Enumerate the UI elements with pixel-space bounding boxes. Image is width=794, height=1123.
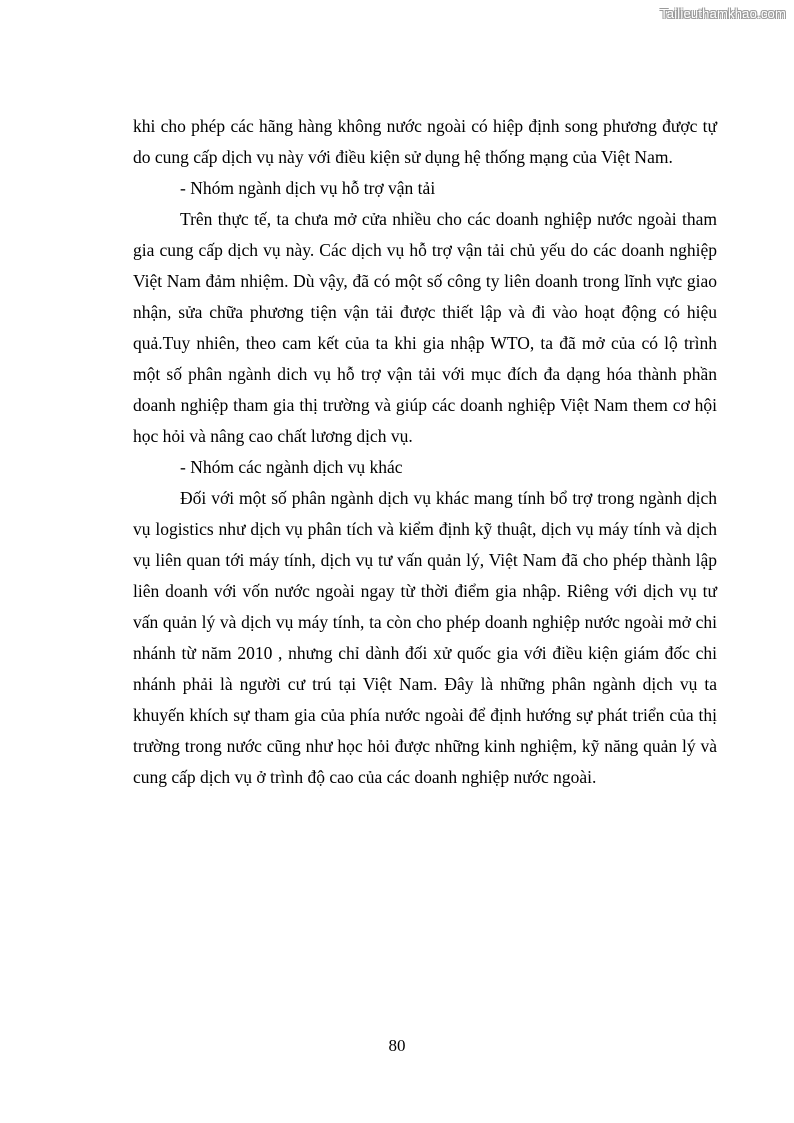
page-number: 80 — [388, 1036, 406, 1055]
section-heading-other-services: - Nhóm các ngành dịch vụ khác — [180, 457, 403, 477]
section-heading-transport-support: - Nhóm ngành dịch vụ hỗ trợ vận tải — [180, 178, 436, 198]
document-body — [133, 111, 717, 793]
paragraph-other-services: Đối với một số phân ngành dịch vụ khác mang tính bổ trợ trong ngành dịch vụ logistics như dịch vụ phân tích và kiểm định kỹ thuật, dịch vụ máy tính và dịch vụ liên quan tới máy tính, dịch vụ tư vấn quản lý, Việt Nam đã cho phép thành lập liên doanh với vốn nước ngoài ngay từ thời điểm gia nhập. Riêng với dịch vụ tư vấn quản lý và dịch vụ máy tính, ta còn cho phép doanh nghiệp nước ngoài mở chi nhánh từ năm 2010 , nhưng chỉ dành đối xử quốc gia với điều kiện giám đốc chi nhánh phải là người cư trú tại Việt Nam. Đây là những phân ngành dịch vụ ta khuyến khích sự tham gia của phía nước ngoài để định hướng sự phát triển của thị trường trong nước cũng như học hỏi được những kinh nghiệm, kỹ năng quản lý và cung cấp dịch vụ ở trình độ cao của các doanh nghiệp nước ngoài. — [133, 488, 717, 787]
paragraph-continuation: khi cho phép các hãng hàng không nước ngoài có hiệp định song phương được tự do cung cấp dịch vụ này với điều kiện sử dụng hệ thống mạng của Việt Nam. — [133, 116, 717, 167]
paragraph-transport-support: Trên thực tế, ta chưa mở cửa nhiều cho các doanh nghiệp nước ngoài tham gia cung cấp dịch vụ này. Các dịch vụ hỗ trợ vận tải chủ yếu do các doanh nghiệp Việt Nam đảm nhiệm. Dù vậy, đã có một số công ty liên doanh trong lĩnh vực giao nhận, sửa chữa phương tiện vận tải được thiết lập và đi vào hoạt động có hiệu quả.Tuy nhiên, theo cam kết của ta khi gia nhập WTO, ta đã mở của có lộ trình một số phân ngành dich vụ hỗ trợ vận tải với mục đích đa dạng hóa thành phần doanh nghiệp tham gia thị trường và giúp các doanh nghiệp Việt Nam them cơ hội học hỏi và nâng cao chất lương dịch vụ. — [133, 209, 717, 446]
watermark-text: Tailieuthamkhao.com — [660, 6, 786, 21]
